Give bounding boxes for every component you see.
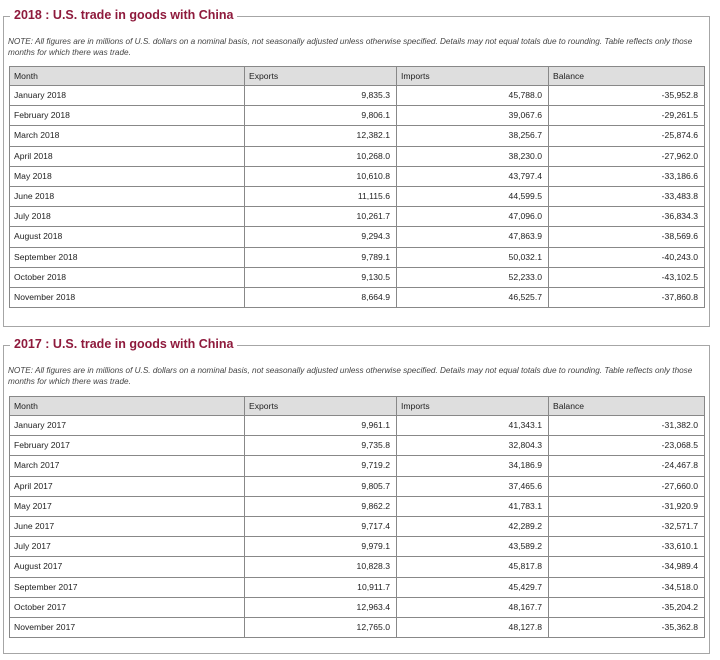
- cell-month: September 2018: [10, 247, 245, 267]
- cell-month: June 2017: [10, 516, 245, 536]
- cell-balance: -27,660.0: [549, 476, 705, 496]
- table-row: [10, 597, 705, 617]
- table-row: [10, 496, 705, 516]
- cell-imports: 48,167.7: [397, 597, 549, 617]
- cell-imports: 37,465.6: [397, 476, 549, 496]
- cell-month: November 2018: [10, 287, 245, 307]
- cell-exports: 8,664.9: [245, 287, 397, 307]
- cell-month: August 2018: [10, 227, 245, 247]
- cell-imports: 38,230.0: [397, 146, 549, 166]
- cell-imports: 52,233.0: [397, 267, 549, 287]
- col-header-exports: Exports: [245, 67, 397, 86]
- cell-imports: 42,289.2: [397, 516, 549, 536]
- cell-balance: -40,243.0: [549, 247, 705, 267]
- col-header-balance: Balance: [549, 397, 705, 416]
- cell-exports: 9,719.2: [245, 456, 397, 476]
- cell-balance: -34,518.0: [549, 577, 705, 597]
- cell-balance: -24,467.8: [549, 456, 705, 476]
- cell-imports: 39,067.6: [397, 106, 549, 126]
- cell-imports: 41,343.1: [397, 416, 549, 436]
- cell-imports: 43,589.2: [397, 537, 549, 557]
- cell-month: February 2018: [10, 106, 245, 126]
- cell-balance: -34,989.4: [549, 557, 705, 577]
- cell-balance: -33,483.8: [549, 186, 705, 206]
- trade-section-2017: [3, 337, 710, 654]
- cell-exports: 9,130.5: [245, 267, 397, 287]
- cell-month: July 2017: [10, 537, 245, 557]
- table-header-row: [10, 397, 705, 416]
- table-row: [10, 146, 705, 166]
- table-header-row: [10, 67, 705, 86]
- trade-table: [9, 396, 705, 638]
- cell-month: April 2018: [10, 146, 245, 166]
- section-note: NOTE: All figures are in millions of U.S. dollars on a nominal basis, not seasonally adjusted unless otherwise specified. Details may not equal totals due to rounding. Table reflects only those months for which there was trade.: [8, 366, 693, 386]
- cell-balance: -32,571.7: [549, 516, 705, 536]
- table-row: [10, 577, 705, 597]
- table-row: [10, 126, 705, 146]
- table-row: [10, 416, 705, 436]
- cell-balance: -33,610.1: [549, 537, 705, 557]
- cell-month: March 2017: [10, 456, 245, 476]
- cell-month: April 2017: [10, 476, 245, 496]
- cell-exports: 9,835.3: [245, 86, 397, 106]
- cell-imports: 34,186.9: [397, 456, 549, 476]
- cell-exports: 10,911.7: [245, 577, 397, 597]
- table-row: [10, 287, 705, 307]
- cell-month: March 2018: [10, 126, 245, 146]
- table-row: [10, 617, 705, 637]
- cell-exports: 10,261.7: [245, 207, 397, 227]
- cell-month: May 2017: [10, 496, 245, 516]
- cell-imports: 47,096.0: [397, 207, 549, 227]
- cell-month: July 2018: [10, 207, 245, 227]
- cell-imports: 46,525.7: [397, 287, 549, 307]
- cell-balance: -35,362.8: [549, 617, 705, 637]
- cell-balance: -35,204.2: [549, 597, 705, 617]
- table-row: [10, 516, 705, 536]
- cell-exports: 10,828.3: [245, 557, 397, 577]
- cell-balance: -31,920.9: [549, 496, 705, 516]
- cell-imports: 48,127.8: [397, 617, 549, 637]
- cell-exports: 9,735.8: [245, 436, 397, 456]
- cell-month: November 2017: [10, 617, 245, 637]
- table-row: [10, 436, 705, 456]
- cell-exports: 9,862.2: [245, 496, 397, 516]
- cell-exports: 10,268.0: [245, 146, 397, 166]
- cell-imports: 43,797.4: [397, 166, 549, 186]
- col-header-imports: Imports: [397, 67, 549, 86]
- cell-balance: -29,261.5: [549, 106, 705, 126]
- cell-exports: 9,294.3: [245, 227, 397, 247]
- col-header-exports: Exports: [245, 397, 397, 416]
- cell-month: January 2018: [10, 86, 245, 106]
- cell-exports: 9,789.1: [245, 247, 397, 267]
- trade-section-2018: [3, 8, 710, 327]
- cell-month: August 2017: [10, 557, 245, 577]
- cell-month: January 2017: [10, 416, 245, 436]
- section-title: 2018 : U.S. trade in goods with China: [10, 7, 237, 24]
- cell-month: October 2017: [10, 597, 245, 617]
- cell-imports: 47,863.9: [397, 227, 549, 247]
- cell-exports: 12,765.0: [245, 617, 397, 637]
- cell-exports: 11,115.6: [245, 186, 397, 206]
- cell-imports: 45,429.7: [397, 577, 549, 597]
- cell-exports: 12,382.1: [245, 126, 397, 146]
- cell-exports: 9,979.1: [245, 537, 397, 557]
- cell-exports: 9,806.1: [245, 106, 397, 126]
- table-row: [10, 207, 705, 227]
- cell-balance: -23,068.5: [549, 436, 705, 456]
- cell-exports: 12,963.4: [245, 597, 397, 617]
- cell-balance: -27,962.0: [549, 146, 705, 166]
- cell-month: October 2018: [10, 267, 245, 287]
- cell-imports: 44,599.5: [397, 186, 549, 206]
- cell-exports: 9,717.4: [245, 516, 397, 536]
- cell-balance: -43,102.5: [549, 267, 705, 287]
- table-row: [10, 186, 705, 206]
- table-row: [10, 456, 705, 476]
- cell-month: February 2017: [10, 436, 245, 456]
- col-header-balance: Balance: [549, 67, 705, 86]
- cell-balance: -35,952.8: [549, 86, 705, 106]
- cell-month: May 2018: [10, 166, 245, 186]
- cell-exports: 9,961.1: [245, 416, 397, 436]
- trade-table: [9, 66, 705, 308]
- cell-imports: 41,783.1: [397, 496, 549, 516]
- cell-imports: 38,256.7: [397, 126, 549, 146]
- table-row: [10, 267, 705, 287]
- cell-month: June 2018: [10, 186, 245, 206]
- table-body: [10, 86, 705, 308]
- cell-month: September 2017: [10, 577, 245, 597]
- cell-imports: 50,032.1: [397, 247, 549, 267]
- cell-balance: -31,382.0: [549, 416, 705, 436]
- table-row: [10, 227, 705, 247]
- cell-balance: -33,186.6: [549, 166, 705, 186]
- table-row: [10, 106, 705, 126]
- cell-exports: 10,610.8: [245, 166, 397, 186]
- table-row: [10, 476, 705, 496]
- table-row: [10, 247, 705, 267]
- table-row: [10, 166, 705, 186]
- cell-balance: -38,569.6: [549, 227, 705, 247]
- cell-balance: -25,874.6: [549, 126, 705, 146]
- cell-balance: -37,860.8: [549, 287, 705, 307]
- table-row: [10, 557, 705, 577]
- cell-balance: -36,834.3: [549, 207, 705, 227]
- cell-imports: 45,788.0: [397, 86, 549, 106]
- cell-imports: 32,804.3: [397, 436, 549, 456]
- table-row: [10, 86, 705, 106]
- col-header-month: Month: [10, 67, 245, 86]
- table-body: [10, 416, 705, 638]
- section-note: NOTE: All figures are in millions of U.S. dollars on a nominal basis, not seasonally adjusted unless otherwise specified. Details may not equal totals due to rounding. Table reflects only those months for which there was trade.: [8, 37, 693, 57]
- table-row: [10, 537, 705, 557]
- col-header-month: Month: [10, 397, 245, 416]
- col-header-imports: Imports: [397, 397, 549, 416]
- section-title: 2017 : U.S. trade in goods with China: [10, 336, 237, 353]
- cell-imports: 45,817.8: [397, 557, 549, 577]
- cell-exports: 9,805.7: [245, 476, 397, 496]
